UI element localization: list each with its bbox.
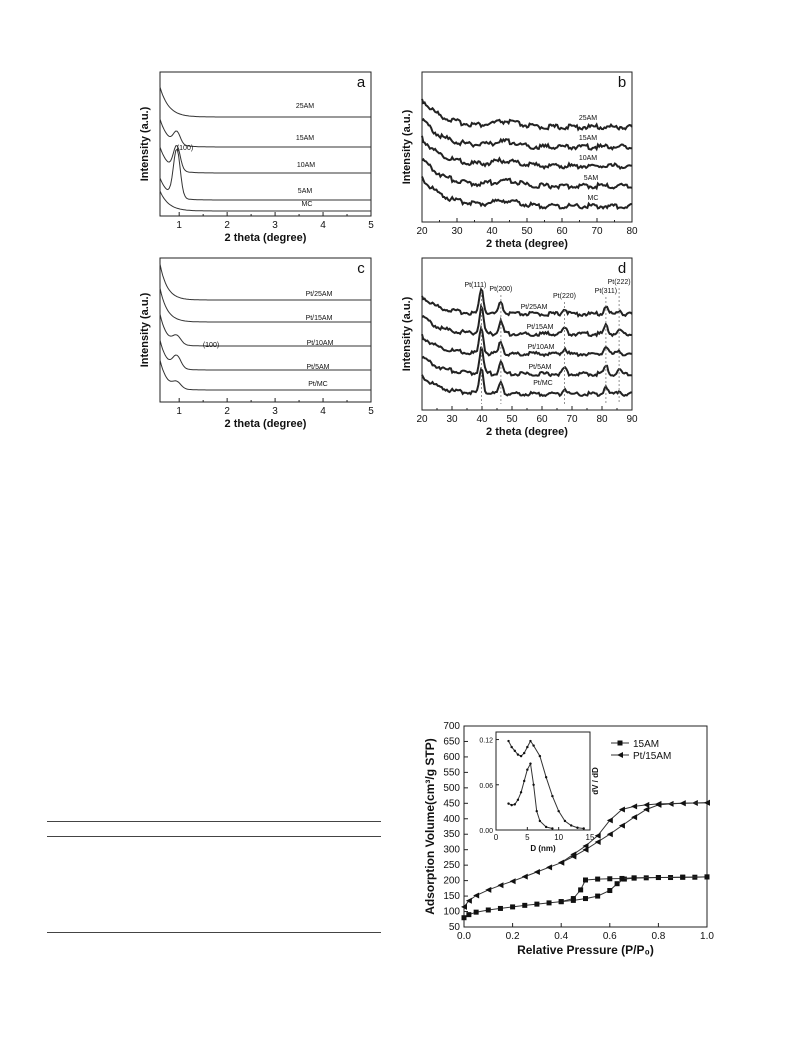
x-tick-label: 0.2 bbox=[505, 931, 520, 942]
curve-label-15AM: 15AM bbox=[295, 135, 315, 142]
curve-Pt/15AM bbox=[160, 288, 371, 322]
plot-frame bbox=[422, 258, 632, 410]
inset-curve-Pt/15AM bbox=[509, 741, 584, 829]
curve-15AM bbox=[160, 119, 371, 147]
x-tick-label: 5 bbox=[368, 406, 374, 417]
y-tick-label: 150 bbox=[443, 891, 460, 903]
curve-label-25AM: 25AM bbox=[578, 115, 598, 122]
inset-data-point bbox=[526, 768, 528, 770]
data-point bbox=[473, 892, 479, 898]
inset-data-point bbox=[526, 746, 528, 748]
curve-25AM bbox=[160, 87, 371, 117]
data-point bbox=[631, 814, 637, 820]
y-tick-label: 650 bbox=[443, 736, 460, 748]
data-point bbox=[595, 877, 600, 882]
data-point bbox=[570, 853, 576, 859]
data-point bbox=[570, 851, 576, 857]
curve-Pt/5AM bbox=[422, 347, 632, 376]
x-axis-label: 2 theta (degree) bbox=[486, 426, 568, 438]
xrd-panel-c bbox=[139, 258, 374, 430]
data-point bbox=[631, 803, 637, 809]
data-point bbox=[583, 896, 588, 901]
x-tick-label: 80 bbox=[626, 226, 638, 237]
inset-data-point bbox=[514, 750, 516, 752]
inset-y-tick-label: 0.12 bbox=[479, 737, 493, 745]
inset-data-point bbox=[583, 827, 585, 829]
peak-label: Pt(111) bbox=[464, 282, 487, 289]
y-tick-label: 450 bbox=[443, 798, 460, 810]
peak-annotation: (100) bbox=[176, 145, 194, 152]
peak-label: Pt(220) bbox=[553, 293, 576, 300]
curve-label-MC: MC bbox=[587, 195, 599, 202]
isotherm-adsorption-15AM bbox=[464, 877, 707, 918]
data-point bbox=[558, 860, 564, 866]
data-point bbox=[656, 875, 661, 880]
x-tick-label: 30 bbox=[451, 226, 463, 237]
inset-data-point bbox=[520, 791, 522, 793]
inset-data-point bbox=[576, 827, 578, 829]
curve-Pt/MC bbox=[422, 369, 632, 396]
inset-curve-15AM bbox=[509, 764, 553, 829]
data-point bbox=[510, 878, 516, 884]
y-axis-label: Intensity (a.u.) bbox=[401, 296, 413, 372]
data-point bbox=[607, 876, 612, 881]
y-axis-label: Intensity (a.u.) bbox=[401, 109, 413, 185]
x-tick-label: 3 bbox=[272, 220, 278, 231]
y-tick-label: 350 bbox=[443, 829, 460, 841]
curve-10AM bbox=[160, 146, 371, 173]
data-point bbox=[632, 876, 637, 881]
peak-annotation: (100) bbox=[202, 342, 220, 349]
plot-frame bbox=[422, 72, 632, 222]
plot-frame bbox=[160, 72, 371, 216]
y-tick-label: 50 bbox=[448, 922, 460, 933]
inset-data-point bbox=[514, 803, 516, 805]
inset-data-point bbox=[510, 804, 512, 806]
curve-label-10AM: 10AM bbox=[296, 162, 316, 169]
data-point bbox=[595, 833, 601, 839]
data-point bbox=[486, 907, 491, 912]
curve-Pt/10AM bbox=[160, 314, 371, 346]
x-tick-label: 70 bbox=[566, 414, 578, 425]
x-tick-label: 20 bbox=[416, 226, 428, 237]
inset-data-point bbox=[507, 802, 509, 804]
inset-data-point bbox=[557, 810, 559, 812]
data-point bbox=[595, 894, 600, 899]
curve-label-Pt/MC: Pt/MC bbox=[308, 381, 328, 388]
data-point bbox=[643, 802, 649, 808]
x-tick-label: 50 bbox=[506, 414, 518, 425]
inset-pore-size-chart bbox=[479, 732, 600, 853]
data-point bbox=[534, 902, 539, 907]
data-point bbox=[615, 881, 620, 886]
data-point bbox=[462, 915, 467, 920]
inset-data-point bbox=[551, 795, 553, 797]
inset-data-point bbox=[532, 784, 534, 786]
x-tick-label: 60 bbox=[556, 226, 568, 237]
data-point bbox=[522, 903, 527, 908]
curve-15AM bbox=[422, 119, 632, 149]
curve-5AM bbox=[160, 149, 371, 200]
curve-label-15AM: 15AM bbox=[578, 135, 598, 142]
data-point bbox=[705, 874, 710, 879]
data-point bbox=[466, 912, 471, 917]
inset-data-point bbox=[520, 755, 522, 757]
x-tick-label: 3 bbox=[272, 406, 278, 417]
curve-MC bbox=[160, 191, 371, 211]
data-point bbox=[619, 823, 625, 829]
curve-Pt/MC bbox=[160, 360, 371, 390]
curve-label-Pt/MC: Pt/MC bbox=[533, 380, 553, 387]
data-point bbox=[643, 806, 649, 812]
data-point bbox=[498, 906, 503, 911]
inset-data-point bbox=[551, 827, 553, 829]
inset-x-tick-label: 5 bbox=[525, 833, 530, 842]
x-axis-label: 2 theta (degree) bbox=[224, 418, 307, 430]
x-tick-label: 0.8 bbox=[651, 931, 666, 942]
y-tick-label: 100 bbox=[443, 906, 460, 918]
isotherm-desorption-15AM bbox=[561, 877, 707, 902]
inset-data-point bbox=[564, 820, 566, 822]
data-point bbox=[607, 888, 612, 893]
inset-x-tick-label: 10 bbox=[554, 833, 564, 842]
data-point bbox=[547, 900, 552, 905]
isotherm-desorption-Pt/15AM bbox=[561, 803, 707, 863]
curve-label-Pt/15AM: Pt/15AM bbox=[526, 324, 554, 331]
inset-data-point bbox=[539, 820, 541, 822]
curve-MC bbox=[422, 177, 632, 209]
x-tick-label: 80 bbox=[596, 414, 608, 425]
data-point bbox=[583, 843, 589, 849]
panel-label: c bbox=[357, 260, 365, 277]
curve-25AM bbox=[422, 99, 632, 130]
data-point bbox=[655, 802, 661, 808]
data-point bbox=[680, 800, 686, 806]
data-point bbox=[461, 904, 467, 910]
data-point bbox=[559, 899, 564, 904]
data-point bbox=[571, 896, 576, 901]
data-point bbox=[704, 800, 710, 806]
table-bottom-rule bbox=[47, 932, 381, 933]
data-point bbox=[668, 801, 674, 807]
x-tick-label: 50 bbox=[521, 226, 533, 237]
x-tick-label: 0.6 bbox=[602, 931, 617, 942]
inset-x-axis-label: D (nm) bbox=[530, 844, 556, 853]
data-point bbox=[619, 806, 625, 812]
inset-x-tick-label: 15 bbox=[585, 833, 595, 842]
y-tick-label: 550 bbox=[443, 767, 460, 779]
curve-5AM bbox=[422, 159, 632, 188]
x-tick-label: 4 bbox=[320, 406, 326, 417]
inset-data-point bbox=[532, 744, 534, 746]
data-point bbox=[692, 875, 697, 880]
inset-data-point bbox=[523, 752, 525, 754]
x-tick-label: 1 bbox=[176, 220, 182, 231]
curve-label-Pt/25AM: Pt/25AM bbox=[520, 304, 548, 311]
table-top-rule bbox=[47, 821, 381, 822]
data-point bbox=[692, 800, 698, 806]
data-point bbox=[656, 875, 661, 880]
y-tick-label: 500 bbox=[443, 782, 460, 794]
xrd-panel-a bbox=[139, 72, 374, 244]
x-axis-label: 2 theta (degree) bbox=[486, 238, 568, 250]
data-point bbox=[466, 898, 472, 904]
panel-label: d bbox=[617, 260, 627, 277]
data-point bbox=[668, 875, 673, 880]
data-point bbox=[485, 887, 491, 893]
curve-label-25AM: 25AM bbox=[295, 103, 315, 110]
data-point bbox=[680, 800, 686, 806]
x-tick-label: 20 bbox=[416, 414, 428, 425]
y-axis-label: Adsorption Volume(cm³/g STP) bbox=[423, 738, 437, 915]
panel-label: b bbox=[617, 74, 627, 91]
data-point bbox=[680, 875, 685, 880]
curve-label-Pt/10AM: Pt/10AM bbox=[527, 344, 555, 351]
curve-label-5AM: 5AM bbox=[583, 175, 599, 182]
y-tick-label: 250 bbox=[443, 860, 460, 872]
xrd-panel-d bbox=[401, 258, 638, 438]
y-tick-label: 600 bbox=[443, 751, 460, 763]
inset-data-point bbox=[529, 740, 531, 742]
inset-data-point bbox=[507, 740, 509, 742]
curve-Pt/5AM bbox=[160, 340, 371, 370]
x-tick-label: 90 bbox=[626, 414, 638, 425]
isotherm-adsorption-Pt/15AM bbox=[464, 803, 707, 907]
inset-x-tick-label: 0 bbox=[493, 833, 499, 842]
x-tick-label: 2 bbox=[224, 406, 230, 417]
inset-y-tick-label: 0.06 bbox=[479, 782, 493, 790]
x-tick-label: 0.4 bbox=[554, 931, 569, 942]
x-axis-label: Relative Pressure (P/P₀) bbox=[517, 943, 654, 957]
curve-label-Pt/5AM: Pt/5AM bbox=[306, 364, 330, 371]
data-point bbox=[583, 847, 589, 853]
inset-data-point bbox=[510, 746, 512, 748]
legend-marker bbox=[617, 752, 623, 758]
curve-label-Pt/15AM: Pt/15AM bbox=[305, 315, 333, 322]
x-axis-label: 2 theta (degree) bbox=[224, 232, 307, 244]
data-point bbox=[607, 831, 613, 837]
data-point bbox=[619, 876, 624, 881]
data-point bbox=[655, 801, 661, 807]
data-point bbox=[705, 874, 710, 879]
data-point bbox=[644, 875, 649, 880]
inset-y-tick-label: 0.00 bbox=[479, 828, 493, 835]
data-point bbox=[607, 817, 613, 823]
x-tick-label: 1.0 bbox=[700, 931, 714, 942]
data-point bbox=[534, 869, 540, 875]
inset-data-point bbox=[517, 799, 519, 801]
curve-Pt/15AM bbox=[422, 307, 632, 337]
data-point bbox=[571, 898, 576, 903]
x-tick-label: 30 bbox=[446, 414, 458, 425]
curve-Pt/10AM bbox=[422, 328, 632, 356]
inset-data-point bbox=[545, 826, 547, 828]
curve-label-5AM: 5AM bbox=[297, 188, 313, 195]
curve-label-MC: MC bbox=[301, 201, 313, 208]
peak-label: Pt(311) bbox=[594, 288, 618, 295]
data-point bbox=[578, 887, 583, 892]
peak-label: Pt(200) bbox=[489, 286, 513, 293]
legend-label: Pt/15AM bbox=[633, 751, 672, 762]
inset-data-point bbox=[539, 755, 541, 757]
data-point bbox=[583, 877, 588, 882]
data-point bbox=[622, 877, 627, 882]
curve-label-Pt/5AM: Pt/5AM bbox=[528, 364, 552, 371]
y-tick-label: 300 bbox=[443, 844, 460, 856]
inset-data-point bbox=[536, 810, 538, 812]
y-tick-label: 400 bbox=[443, 813, 460, 825]
x-tick-label: 5 bbox=[368, 220, 374, 231]
x-tick-label: 70 bbox=[591, 226, 603, 237]
data-point bbox=[522, 874, 528, 880]
data-point bbox=[559, 899, 564, 904]
isotherm-chart bbox=[423, 721, 714, 957]
data-point bbox=[680, 875, 685, 880]
curve-label-Pt/25AM: Pt/25AM bbox=[305, 291, 333, 298]
x-tick-label: 1 bbox=[176, 406, 182, 417]
y-tick-label: 700 bbox=[443, 721, 460, 732]
data-point bbox=[632, 875, 637, 880]
inset-data-point bbox=[545, 776, 547, 778]
table-header-rule bbox=[47, 836, 381, 837]
inset-data-point bbox=[517, 753, 519, 755]
inset-y-axis-label: dV / dD bbox=[591, 767, 600, 795]
data-point bbox=[704, 800, 710, 806]
data-point bbox=[510, 904, 515, 909]
curve-label-10AM: 10AM bbox=[578, 155, 598, 162]
data-point bbox=[558, 860, 564, 866]
x-tick-label: 40 bbox=[486, 226, 498, 237]
inset-frame bbox=[496, 732, 590, 830]
inset-data-point bbox=[570, 824, 572, 826]
x-tick-label: 4 bbox=[320, 220, 326, 231]
plot-frame bbox=[160, 258, 371, 402]
plot-frame bbox=[464, 726, 707, 927]
x-tick-label: 2 bbox=[224, 220, 230, 231]
y-axis-label: Intensity (a.u.) bbox=[139, 106, 151, 182]
panel-label: a bbox=[356, 74, 366, 91]
data-point bbox=[595, 839, 601, 845]
data-point bbox=[497, 882, 503, 888]
x-tick-label: 40 bbox=[476, 414, 488, 425]
inset-data-point bbox=[529, 762, 531, 764]
y-tick-label: 200 bbox=[443, 875, 460, 887]
peak-label: Pt(222) bbox=[607, 279, 631, 286]
curve-Pt/25AM bbox=[422, 289, 632, 316]
legend-label: 15AM bbox=[633, 739, 660, 750]
curve-Pt/25AM bbox=[160, 264, 371, 300]
legend-marker bbox=[618, 741, 623, 746]
y-axis-label: Intensity (a.u.) bbox=[139, 292, 151, 368]
x-tick-label: 0.0 bbox=[457, 931, 471, 942]
inset-data-point bbox=[523, 780, 525, 782]
data-point bbox=[474, 910, 479, 915]
curve-label-Pt/10AM: Pt/10AM bbox=[306, 340, 334, 347]
xrd-panel-b bbox=[401, 72, 638, 250]
x-tick-label: 60 bbox=[536, 414, 548, 425]
curve-10AM bbox=[422, 136, 632, 169]
data-point bbox=[546, 864, 552, 870]
